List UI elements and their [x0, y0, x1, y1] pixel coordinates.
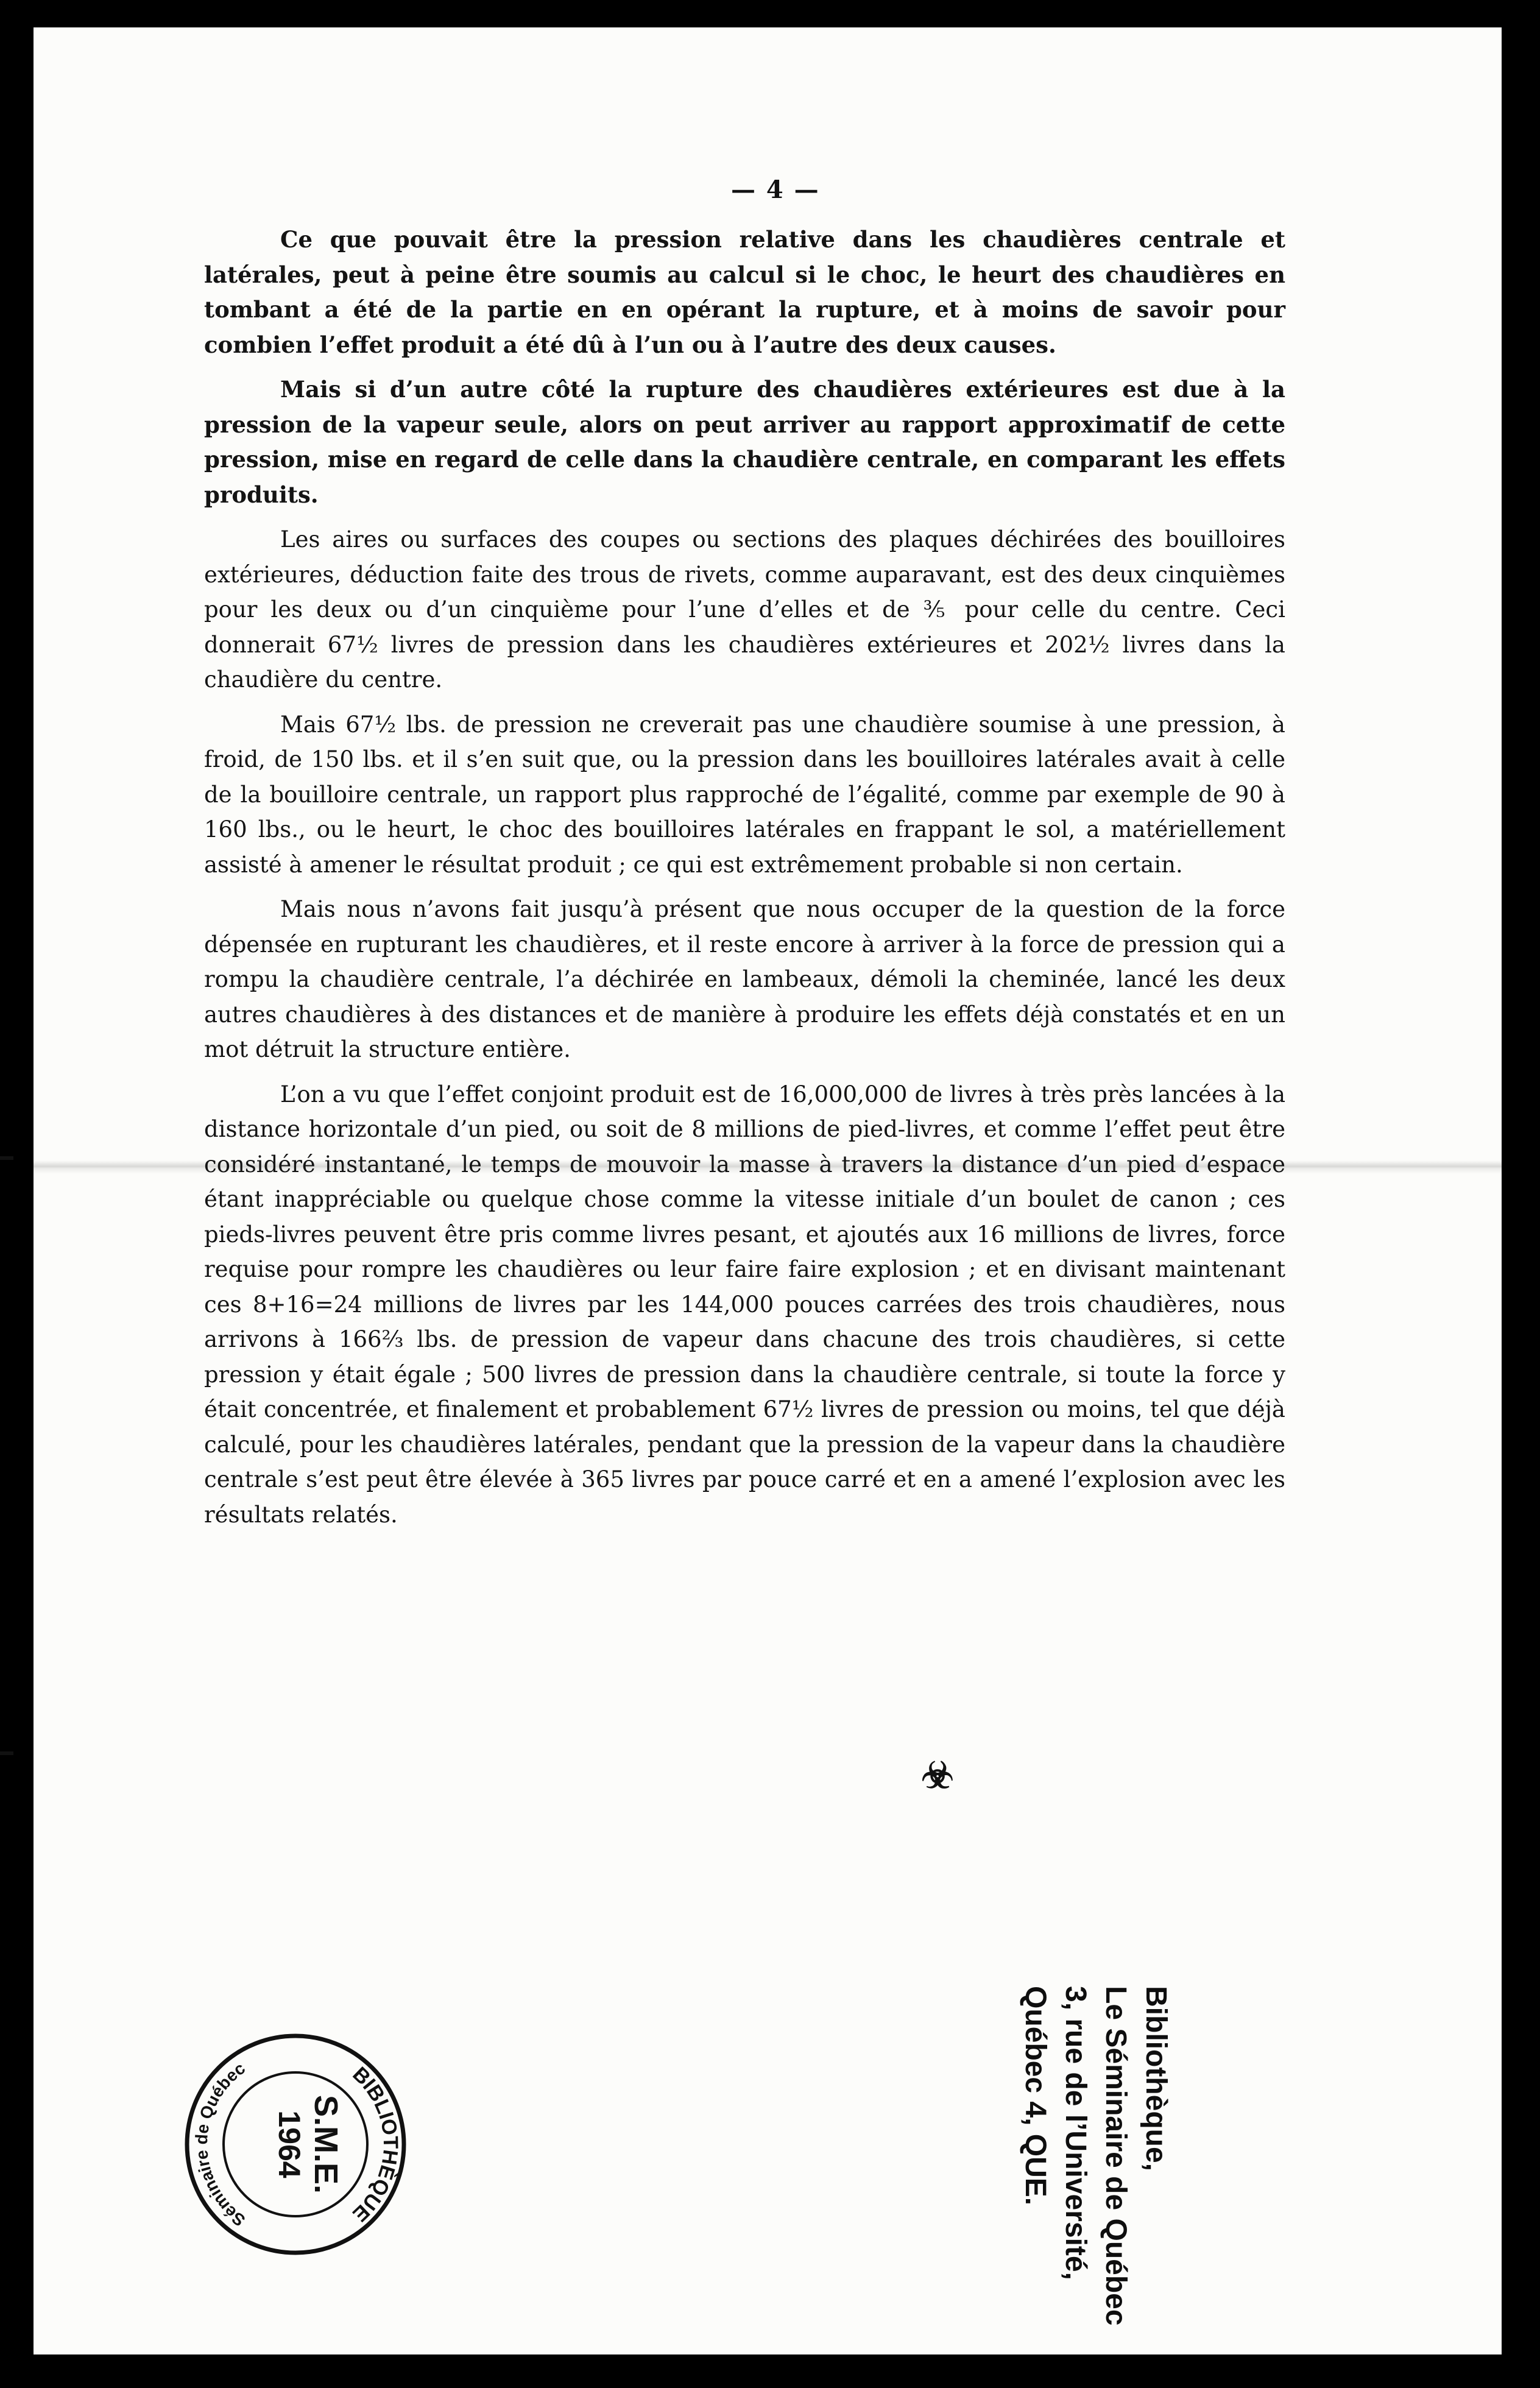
- paragraph: Mais nous n’avons fait jusqu’à présent que nous occuper de la question de la force dépensée en rupturant les chaudières, et il reste encore à arriver à la force de pression qui a rompu la chaudière centrale, l’a déchirée en lambeaux, démoli la cheminée, lancé les deux autres chaudières à des distances et de manière à produire les effets déjà constatés et en un mot détruit la structure entière.: [204, 896, 1285, 1062]
- paragraph: L’on a vu que l’effet conjoint produit est de 16,000,000 de livres à très près lancées à la distance horizontale d’un pied, ou soit de 8 millions de pied-livres, et comme l’effet peut être considéré instantané, le temps de mouvoir la masse à travers la distance d’un pied d’espace étant inappréciable ou quelque chose comme la vitesse initiale d’un boulet de canon ; ces pieds-livres peuvent être pris comme livres pesant, et ajoutés aux 16 millions de livres, force requise pour rompre les chaudières ou leur faire faire explosion ; et en divisant maintenant ces 8+16=24 millions de livres par les 144,000 pouces carrées des trois chaudières, nous arrivons à 166⅔ lbs. de pression de vapeur dans chacune des trois chaudières, si cette pression y était égale ; 500 livres de pression dans la chaudière centrale, si toute la force y était concentrée, et finalement et probablement 67½ livres de pression ou moins, tel que déjà calculé, pour les chaudières latérales, pendant que la pression de la vapeur dans la chaudière centrale s’est peut être élevée à 365 livres par pouce carré et en a amené l’explosion avec les résultats relatés.: [204, 1081, 1285, 1528]
- stamp-center: [247, 2077, 344, 2211]
- address-line: Bibliothèque,: [1140, 1986, 1172, 2171]
- stamp-ring-top: BIBLIOTHÈQUE: [348, 2062, 403, 2227]
- address-line: 3, rue de l’Université,: [1059, 1986, 1092, 2280]
- stamp-ring-bottom: Séminaire de Québec: [191, 2058, 249, 2230]
- svg-text:BIBLIOTHÈQUE: [348, 2063, 402, 2227]
- body-text: [204, 222, 1285, 1542]
- stamp-year: 1964: [272, 2110, 306, 2178]
- paragraph: Mais 67½ lbs. de pression ne creverait pas une chaudière soumise à une pression, à froid, de 150 lbs. et il s’en suit que, ou la pression dans les bouilloires latérales avait à celle de la bouilloire centrale, un rapport plus rapproché de l’égalité, comme par exemple de 90 à 160 lbs., ou le heurt, le choc des bouilloires latérales en frappant le sol, a matériellement assisté à amener le résultat produit ; ce qui est extrêmement probable si non certain.: [204, 711, 1285, 878]
- address-line: Le Séminaire de Québec: [1100, 1986, 1132, 2326]
- scan-edge-mark: [0, 1751, 13, 1755]
- svg-text:Séminaire de Québec: [192, 2058, 249, 2230]
- ink-mark-icon: ☣: [921, 1754, 954, 1797]
- stamp-code: S.M.E.: [308, 2094, 344, 2194]
- paragraph: Les aires ou surfaces des coupes ou sections des plaques déchirées des bouilloires extérieures, déduction faite des trous de rivets, comme auparavant, est des deux cinquièmes pour les deux ou d’un cinquième pour l’une d’elles et de ⅗ pour celle du centre. Ceci donnerait 67½ livres de pression dans les chaudières extérieures et 202½ livres dans la chaudière du centre.: [204, 526, 1285, 693]
- paragraph: Mais si d’un autre côté la rupture des chaudières extérieures est due à la pression de la vapeur seule, alors on peut arriver au rapport approximatif de cette pression, mise en regard de celle dans la chaudière centrale, en comparant les effets produits.: [204, 376, 1285, 508]
- address-line: Québec 4, QUE.: [1019, 1986, 1051, 2206]
- page-number: — 4 —: [731, 175, 820, 204]
- library-address-stamp: [1005, 1986, 1176, 2326]
- paragraph: Ce que pouvait être la pression relative dans les chaudières centrale et latérales, peut à peine être soumis au calcul si le choc, le heurt des chaudières en tombant a été de la partie en en opérant la rupture, et à moins de savoir pour combien l’effet produit a été dû à l’un ou à l’autre des deux causes.: [204, 226, 1285, 358]
- scan-edge-mark: [0, 1156, 13, 1160]
